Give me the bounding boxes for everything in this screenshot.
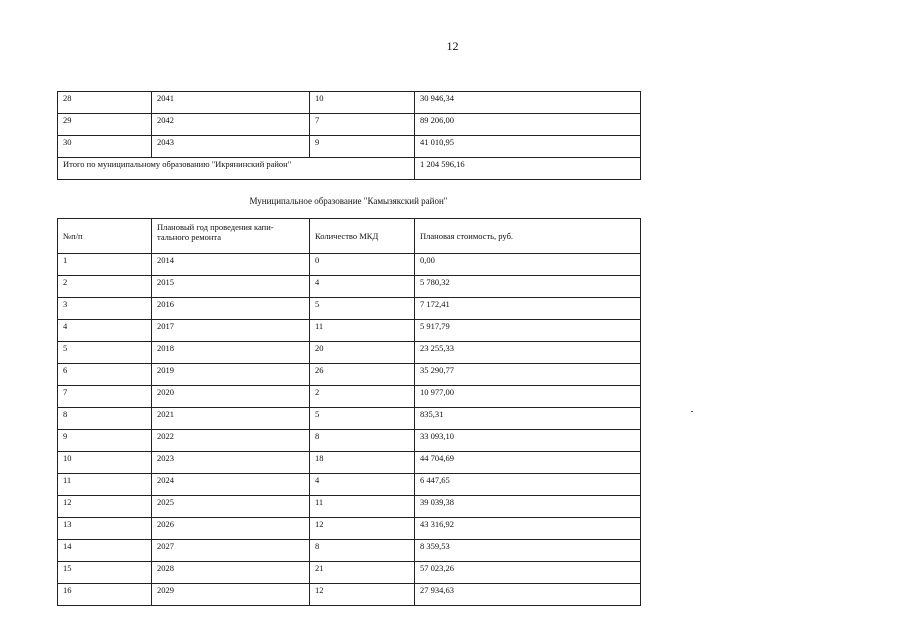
row-count: 21 [310,562,415,584]
row-count: 12 [310,584,415,606]
header-year: Плановый год проведения капи- тального ремонта [152,219,310,254]
table-row [58,342,641,364]
row-cost: 30 946,34 [415,92,641,114]
row-count: 2 [310,386,415,408]
row-number: 11 [58,474,152,496]
row-number: 7 [58,386,152,408]
table-row [58,474,641,496]
row-number: 2 [58,276,152,298]
table-row [58,92,641,114]
row-year: 2014 [152,254,310,276]
row-number: 9 [58,430,152,452]
row-number: 14 [58,540,152,562]
row-count: 10 [310,92,415,114]
header-cost: Плановая стоимость, руб. [415,219,641,254]
row-cost: 8 359,53 [415,540,641,562]
row-cost: 35 290,77 [415,364,641,386]
row-year: 2027 [152,540,310,562]
row-cost: 5 917,79 [415,320,641,342]
row-number: 1 [58,254,152,276]
row-cost: 6 447,65 [415,474,641,496]
row-number: 29 [58,114,152,136]
row-year: 2025 [152,496,310,518]
row-number: 4 [58,320,152,342]
row-cost: 10 977,00 [415,386,641,408]
row-year: 2021 [152,408,310,430]
total-value: 1 204 596,16 [415,158,641,180]
row-count: 7 [310,114,415,136]
row-number: 10 [58,452,152,474]
table-row [58,276,641,298]
row-count: 4 [310,276,415,298]
row-cost: 27 934,63 [415,584,641,606]
row-count: 5 [310,298,415,320]
table-row [58,320,641,342]
table-row [58,364,641,386]
row-count: 8 [310,540,415,562]
row-cost: 44 704,69 [415,452,641,474]
row-year: 2016 [152,298,310,320]
row-year: 2043 [152,136,310,158]
row-year: 2015 [152,276,310,298]
row-count: 11 [310,320,415,342]
row-year: 2020 [152,386,310,408]
table-row [58,540,641,562]
page-number: 12 [446,39,459,53]
table-row [58,386,641,408]
row-year: 2023 [152,452,310,474]
table-row [58,298,641,320]
scan-speck [691,411,693,412]
row-cost: 5 780,32 [415,276,641,298]
row-number: 12 [58,496,152,518]
row-year: 2028 [152,562,310,584]
row-cost: 23 255,33 [415,342,641,364]
kamyzyaksky-table [57,218,641,606]
row-count: 4 [310,474,415,496]
row-count: 8 [310,430,415,452]
row-year: 2019 [152,364,310,386]
row-number: 8 [58,408,152,430]
row-year: 2022 [152,430,310,452]
table-row [58,114,641,136]
row-cost: 33 093,10 [415,430,641,452]
table-row [58,136,641,158]
row-cost: 0,00 [415,254,641,276]
header-number: №п/п [58,219,152,254]
row-year: 2041 [152,92,310,114]
row-count: 11 [310,496,415,518]
row-number: 30 [58,136,152,158]
row-year: 2024 [152,474,310,496]
row-cost: 835,31 [415,408,641,430]
row-cost: 41 010,95 [415,136,641,158]
row-count: 20 [310,342,415,364]
total-label: Итого по муниципальному образованию "Икрянинский район" [58,158,415,180]
table-row [58,408,641,430]
row-count: 12 [310,518,415,540]
row-number: 5 [58,342,152,364]
row-number: 28 [58,92,152,114]
table-row [58,254,641,276]
total-row [58,158,641,180]
row-cost: 89 206,00 [415,114,641,136]
section-title: Муниципальное образование "Камызякский район" [249,196,448,206]
row-cost: 7 172,41 [415,298,641,320]
row-cost: 39 039,38 [415,496,641,518]
table-row [58,430,641,452]
row-count: 9 [310,136,415,158]
row-number: 16 [58,584,152,606]
row-count: 26 [310,364,415,386]
row-count: 5 [310,408,415,430]
row-cost: 57 023,26 [415,562,641,584]
table-header-row [58,219,641,254]
row-count: 18 [310,452,415,474]
table-row [58,562,641,584]
row-year: 2017 [152,320,310,342]
row-number: 3 [58,298,152,320]
row-cost: 43 316,92 [415,518,641,540]
table-row [58,584,641,606]
table-row [58,518,641,540]
header-count: Количество МКД [310,219,415,254]
row-number: 6 [58,364,152,386]
table-row [58,452,641,474]
row-count: 0 [310,254,415,276]
row-year: 2026 [152,518,310,540]
row-year: 2042 [152,114,310,136]
row-year: 2029 [152,584,310,606]
ikryaninsky-table [57,91,641,180]
row-year: 2018 [152,342,310,364]
table-row [58,496,641,518]
row-number: 15 [58,562,152,584]
row-number: 13 [58,518,152,540]
